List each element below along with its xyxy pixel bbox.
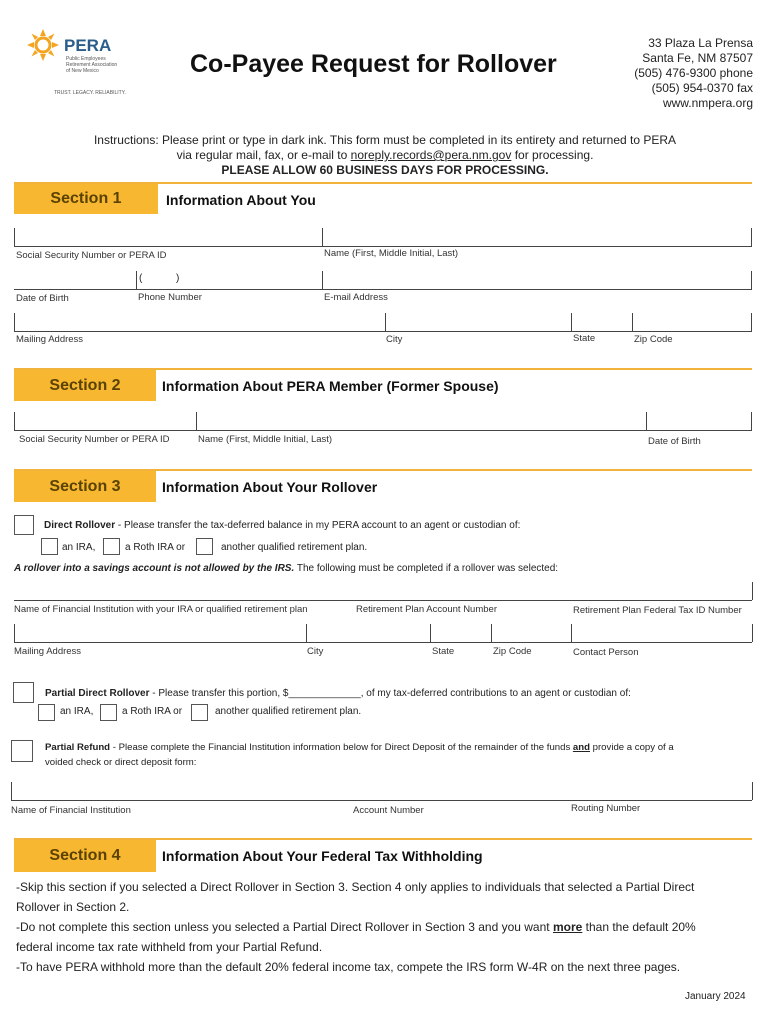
field-divider (632, 313, 633, 331)
section-4-title: Information About Your Federal Tax Withholding (162, 848, 483, 864)
contact-person-label: Contact Person (573, 647, 639, 658)
field-divider (385, 313, 386, 331)
partial-refund-text-2: voided check or direct deposit form: (45, 757, 197, 768)
logo-subtitle-1: Public Employees (66, 56, 106, 62)
account-number-label: Retirement Plan Account Number (356, 604, 497, 615)
field-divider (322, 271, 323, 289)
phone-paren-close: ) (176, 273, 180, 284)
tax-id-label: Retirement Plan Federal Tax ID Number (573, 605, 742, 616)
field-divider (752, 582, 753, 600)
field-divider (491, 624, 492, 642)
address-fax: (505) 954-0370 fax (651, 81, 753, 95)
routing-number-label: Routing Number (571, 803, 641, 814)
member-name-label: Name (First, Middle Initial, Last) (198, 434, 333, 445)
logo-subtitle-3: of New Mexico (66, 68, 99, 74)
fi-info-field[interactable] (14, 600, 752, 601)
address-phone: (505) 476-9300 phone (634, 66, 753, 80)
fi-mailing-label: Mailing Address (14, 646, 82, 657)
partial-rollover-text: Partial Direct Rollover - Please transfer this portion, $_____________, of my tax-deferred contributions to an agent or custodian of: (45, 688, 631, 699)
state-label: State (573, 333, 596, 344)
partial-other-label: another qualified retirement plan. (215, 706, 362, 717)
city-label: City (386, 334, 403, 345)
email-link[interactable]: noreply.records@pera.nm.gov (350, 148, 512, 162)
section-3-badge: Section 3 (14, 471, 156, 502)
direct-ira-checkbox[interactable] (41, 538, 58, 555)
field-divider (751, 412, 752, 430)
address-city: Santa Fe, NM 87507 (642, 51, 753, 65)
email-label: E-mail Address (324, 292, 388, 303)
address-field[interactable] (14, 331, 752, 332)
instructions-line-1: Instructions: Please print or type in dark ink. This form must be completed in its entirety and returned to PERA (93, 133, 677, 147)
member-field[interactable] (14, 430, 752, 431)
field-divider (571, 624, 572, 642)
field-divider (306, 624, 307, 642)
partial-refund-checkbox[interactable] (11, 740, 33, 762)
partial-roth-label: a Roth IRA or (122, 706, 183, 717)
direct-other-checkbox[interactable] (196, 538, 213, 555)
partial-ira-checkbox[interactable] (38, 704, 55, 721)
section-1-badge: Section 1 (14, 184, 158, 214)
partial-rollover-checkbox[interactable] (13, 682, 34, 703)
partial-refund-text: Partial Refund - Please complete the Financial Institution information below for Direct Deposit of the remainder of the funds and provide a copy of a (45, 742, 674, 753)
logo-tagline: TRUST. LEGACY. RELIABILITY. (54, 90, 126, 96)
partial-other-checkbox[interactable] (191, 704, 208, 721)
phone-label: Phone Number (138, 292, 202, 303)
footer-date: January 2024 (685, 991, 746, 1002)
sun-icon (26, 28, 60, 62)
field-divider (751, 271, 752, 289)
field-divider (14, 412, 15, 430)
address-street: 33 Plaza La Prensa (648, 36, 753, 50)
direct-other-label: another qualified retirement plan. (221, 542, 368, 553)
section-2-title: Information About PERA Member (Former Spouse) (162, 378, 499, 394)
instruction-p1a: -Skip this section if you selected a Direct Rollover in Section 3. Section 4 only applies to individuals that selected a Partial Direct (16, 880, 695, 894)
fi-zip-label: Zip Code (493, 646, 532, 657)
field-divider (196, 412, 197, 430)
address-website: www.nmpera.org (662, 96, 753, 110)
section-1-title: Information About You (166, 192, 316, 208)
section-4-badge: Section 4 (14, 840, 156, 872)
mailing-label: Mailing Address (16, 334, 84, 345)
dob-phone-email-field[interactable] (14, 289, 752, 290)
section-2-badge: Section 2 (14, 370, 156, 401)
field-divider (430, 624, 431, 642)
fi-name-label: Name of Financial Institution with your IRA or qualified retirement plan (14, 604, 308, 615)
direct-rollover-text: Direct Rollover - Please transfer the tax-deferred balance in my PERA account to an agent or custodian of: (44, 520, 521, 531)
field-divider (752, 624, 753, 642)
field-divider (751, 228, 752, 246)
partial-ira-label: an IRA, (60, 706, 94, 717)
instructions (20, 133, 750, 178)
direct-ira-label: an IRA, (62, 542, 96, 553)
direct-roth-checkbox[interactable] (103, 538, 120, 555)
refund-bank-field[interactable] (11, 800, 752, 801)
field-divider (646, 412, 647, 430)
zip-label: Zip Code (634, 334, 673, 345)
page-title: Co-Payee Request for Rollover (190, 50, 557, 78)
instruction-p3: -To have PERA withhold more than the default 20% federal income tax, compete the IRS form W-4R on the next three pages. (16, 960, 681, 974)
field-divider (14, 624, 15, 642)
name-label: Name (First, Middle Initial, Last) (324, 248, 459, 259)
fi-city-label: City (307, 646, 324, 657)
phone-paren-open: ( (139, 273, 143, 284)
section-4-instructions (16, 877, 756, 977)
rollover-warning: A rollover into a savings account is not allowed by the IRS. The following must be completed if a rollover was selected: (14, 563, 559, 574)
instruction-p1b: Rollover in Section 2. (16, 900, 130, 914)
field-divider (752, 782, 753, 800)
direct-rollover-checkbox[interactable] (14, 515, 34, 535)
field-divider (751, 313, 752, 331)
member-ssn-label: Social Security Number or PERA ID (19, 434, 170, 445)
instructions-line-3: PLEASE ALLOW 60 BUSINESS DAYS FOR PROCESSING. (221, 163, 549, 177)
fi-state-label: State (432, 646, 455, 657)
field-divider (14, 228, 15, 246)
instruction-p2b: federal income tax rate withheld from your Partial Refund. (16, 940, 323, 954)
logo-wordmark: PERA (64, 36, 112, 55)
field-divider (571, 313, 572, 331)
section-3-title: Information About Your Rollover (162, 479, 378, 495)
instruction-p2a: -Do not complete this section unless you selected a Partial Direct Rollover in Section 3 and you want more than the default 20% (16, 920, 696, 934)
refund-fi-name-label: Name of Financial Institution (11, 805, 131, 816)
fi-address-field[interactable] (14, 642, 752, 643)
field-divider (11, 782, 12, 800)
field-divider (322, 228, 323, 246)
field-divider (136, 271, 137, 289)
dob-label: Date of Birth (16, 293, 69, 304)
instructions-line-2: via regular mail, fax, or e-mail to noreply.records@pera.nm.gov for processing. (176, 148, 594, 162)
ssn-label: Social Security Number or PERA ID (16, 250, 167, 261)
field-divider (14, 313, 15, 331)
member-dob-label: Date of Birth (648, 436, 701, 447)
logo-subtitle-2: Retirement Association (66, 62, 118, 68)
pera-logo (26, 28, 136, 98)
address-block (553, 36, 753, 111)
refund-account-label: Account Number (353, 805, 424, 816)
partial-roth-checkbox[interactable] (100, 704, 117, 721)
ssn-name-field[interactable] (14, 246, 752, 247)
direct-roth-label: a Roth IRA or (125, 542, 186, 553)
